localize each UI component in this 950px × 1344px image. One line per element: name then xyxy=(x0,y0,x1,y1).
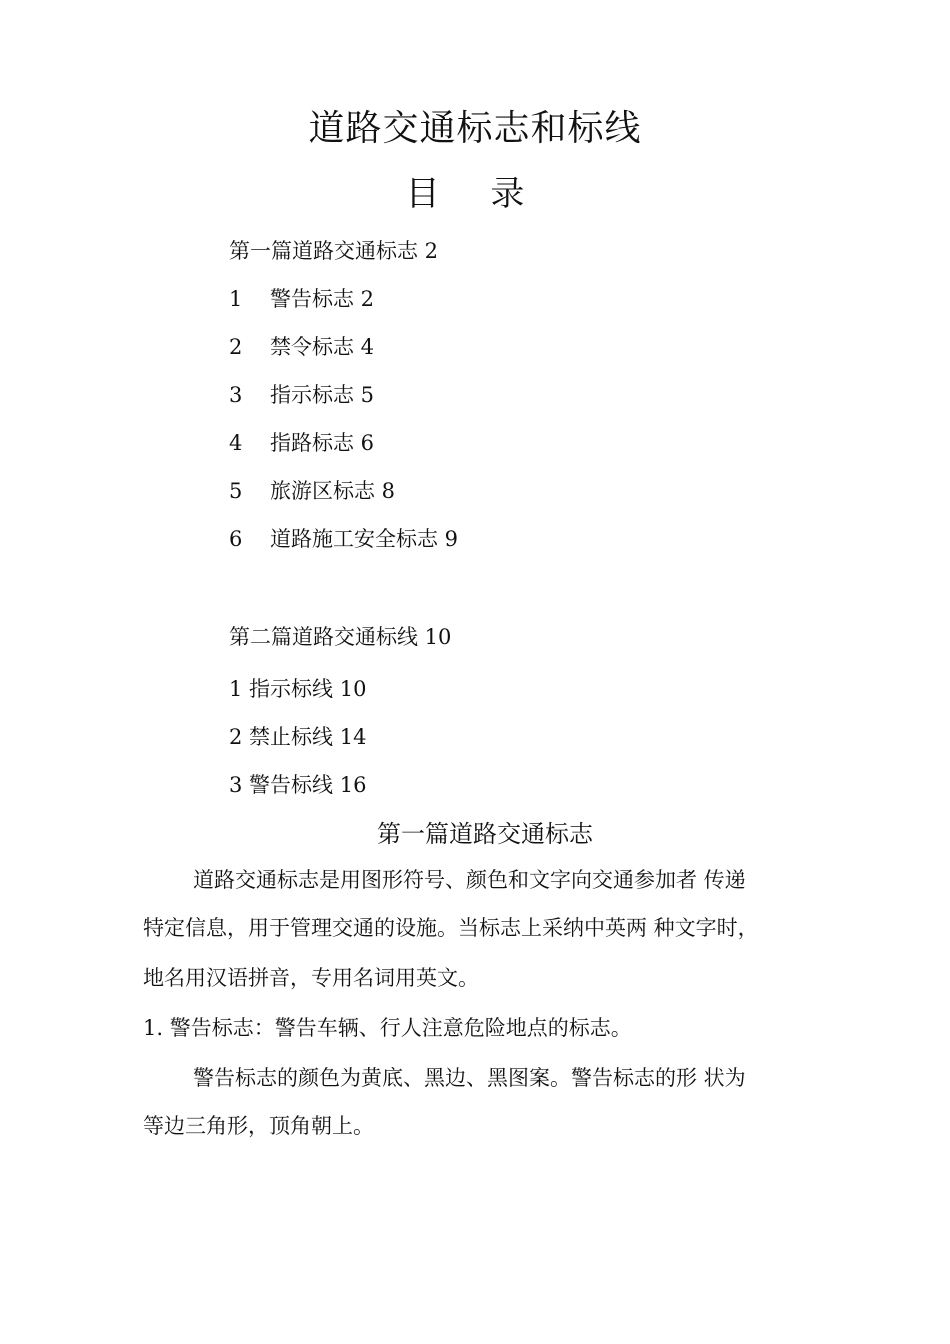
toc-part1: 第一篇道路交通标志 2 xyxy=(229,239,439,263)
section-heading: 第一篇道路交通标志 xyxy=(377,820,593,848)
paragraph-line: 道路交通标志是用图形符号、颜色和文字向交通参加者 传递 xyxy=(193,868,746,892)
paragraph-line: 地名用汉语拼音，专用名词用英文。 xyxy=(143,966,479,990)
toc-item-label: 指路标志 6 xyxy=(270,431,375,455)
toc-item: 1 指示标线 10 xyxy=(229,677,367,701)
toc-item: 2 禁止标线 14 xyxy=(229,725,367,749)
toc-item-number: 2 xyxy=(229,335,243,359)
document-title: 道路交通标志和标线 xyxy=(308,108,642,149)
toc-item-label: 道路施工安全标志 9 xyxy=(270,527,459,551)
toc-item-label: 警告标志 2 xyxy=(270,287,375,311)
toc-item xyxy=(229,427,374,457)
toc-item xyxy=(229,379,374,409)
toc-item-number: 6 xyxy=(229,527,243,551)
toc-item-number: 5 xyxy=(229,479,243,503)
paragraph-line: 特定信息，用于管理交通的设施。当标志上采纳中英两 种文字时， xyxy=(143,916,759,940)
toc-item-label: 旅游区标志 8 xyxy=(270,479,396,503)
toc-item: 3 警告标线 16 xyxy=(229,773,367,797)
toc-item-number: 1 xyxy=(229,287,243,311)
toc-item xyxy=(229,523,458,553)
toc-item-number: 4 xyxy=(229,431,243,455)
toc-part2: 第二篇道路交通标线 10 xyxy=(229,625,452,649)
toc-item xyxy=(229,283,374,313)
toc-item-label: 禁令标志 4 xyxy=(270,335,375,359)
toc-item xyxy=(229,475,395,505)
paragraph-line: 等边三角形，顶角朝上。 xyxy=(143,1114,374,1138)
toc-item-label: 指示标志 5 xyxy=(270,383,375,407)
list-item: 1. 警告标志：警告车辆、行人注意危险地点的标志。 xyxy=(143,1016,632,1040)
toc-item-number: 3 xyxy=(229,383,243,407)
paragraph-line: 警告标志的颜色为黄底、黑边、黑图案。警告标志的形 状为 xyxy=(193,1066,746,1090)
toc-heading: 目 录 xyxy=(405,174,545,214)
toc-item xyxy=(229,331,374,361)
